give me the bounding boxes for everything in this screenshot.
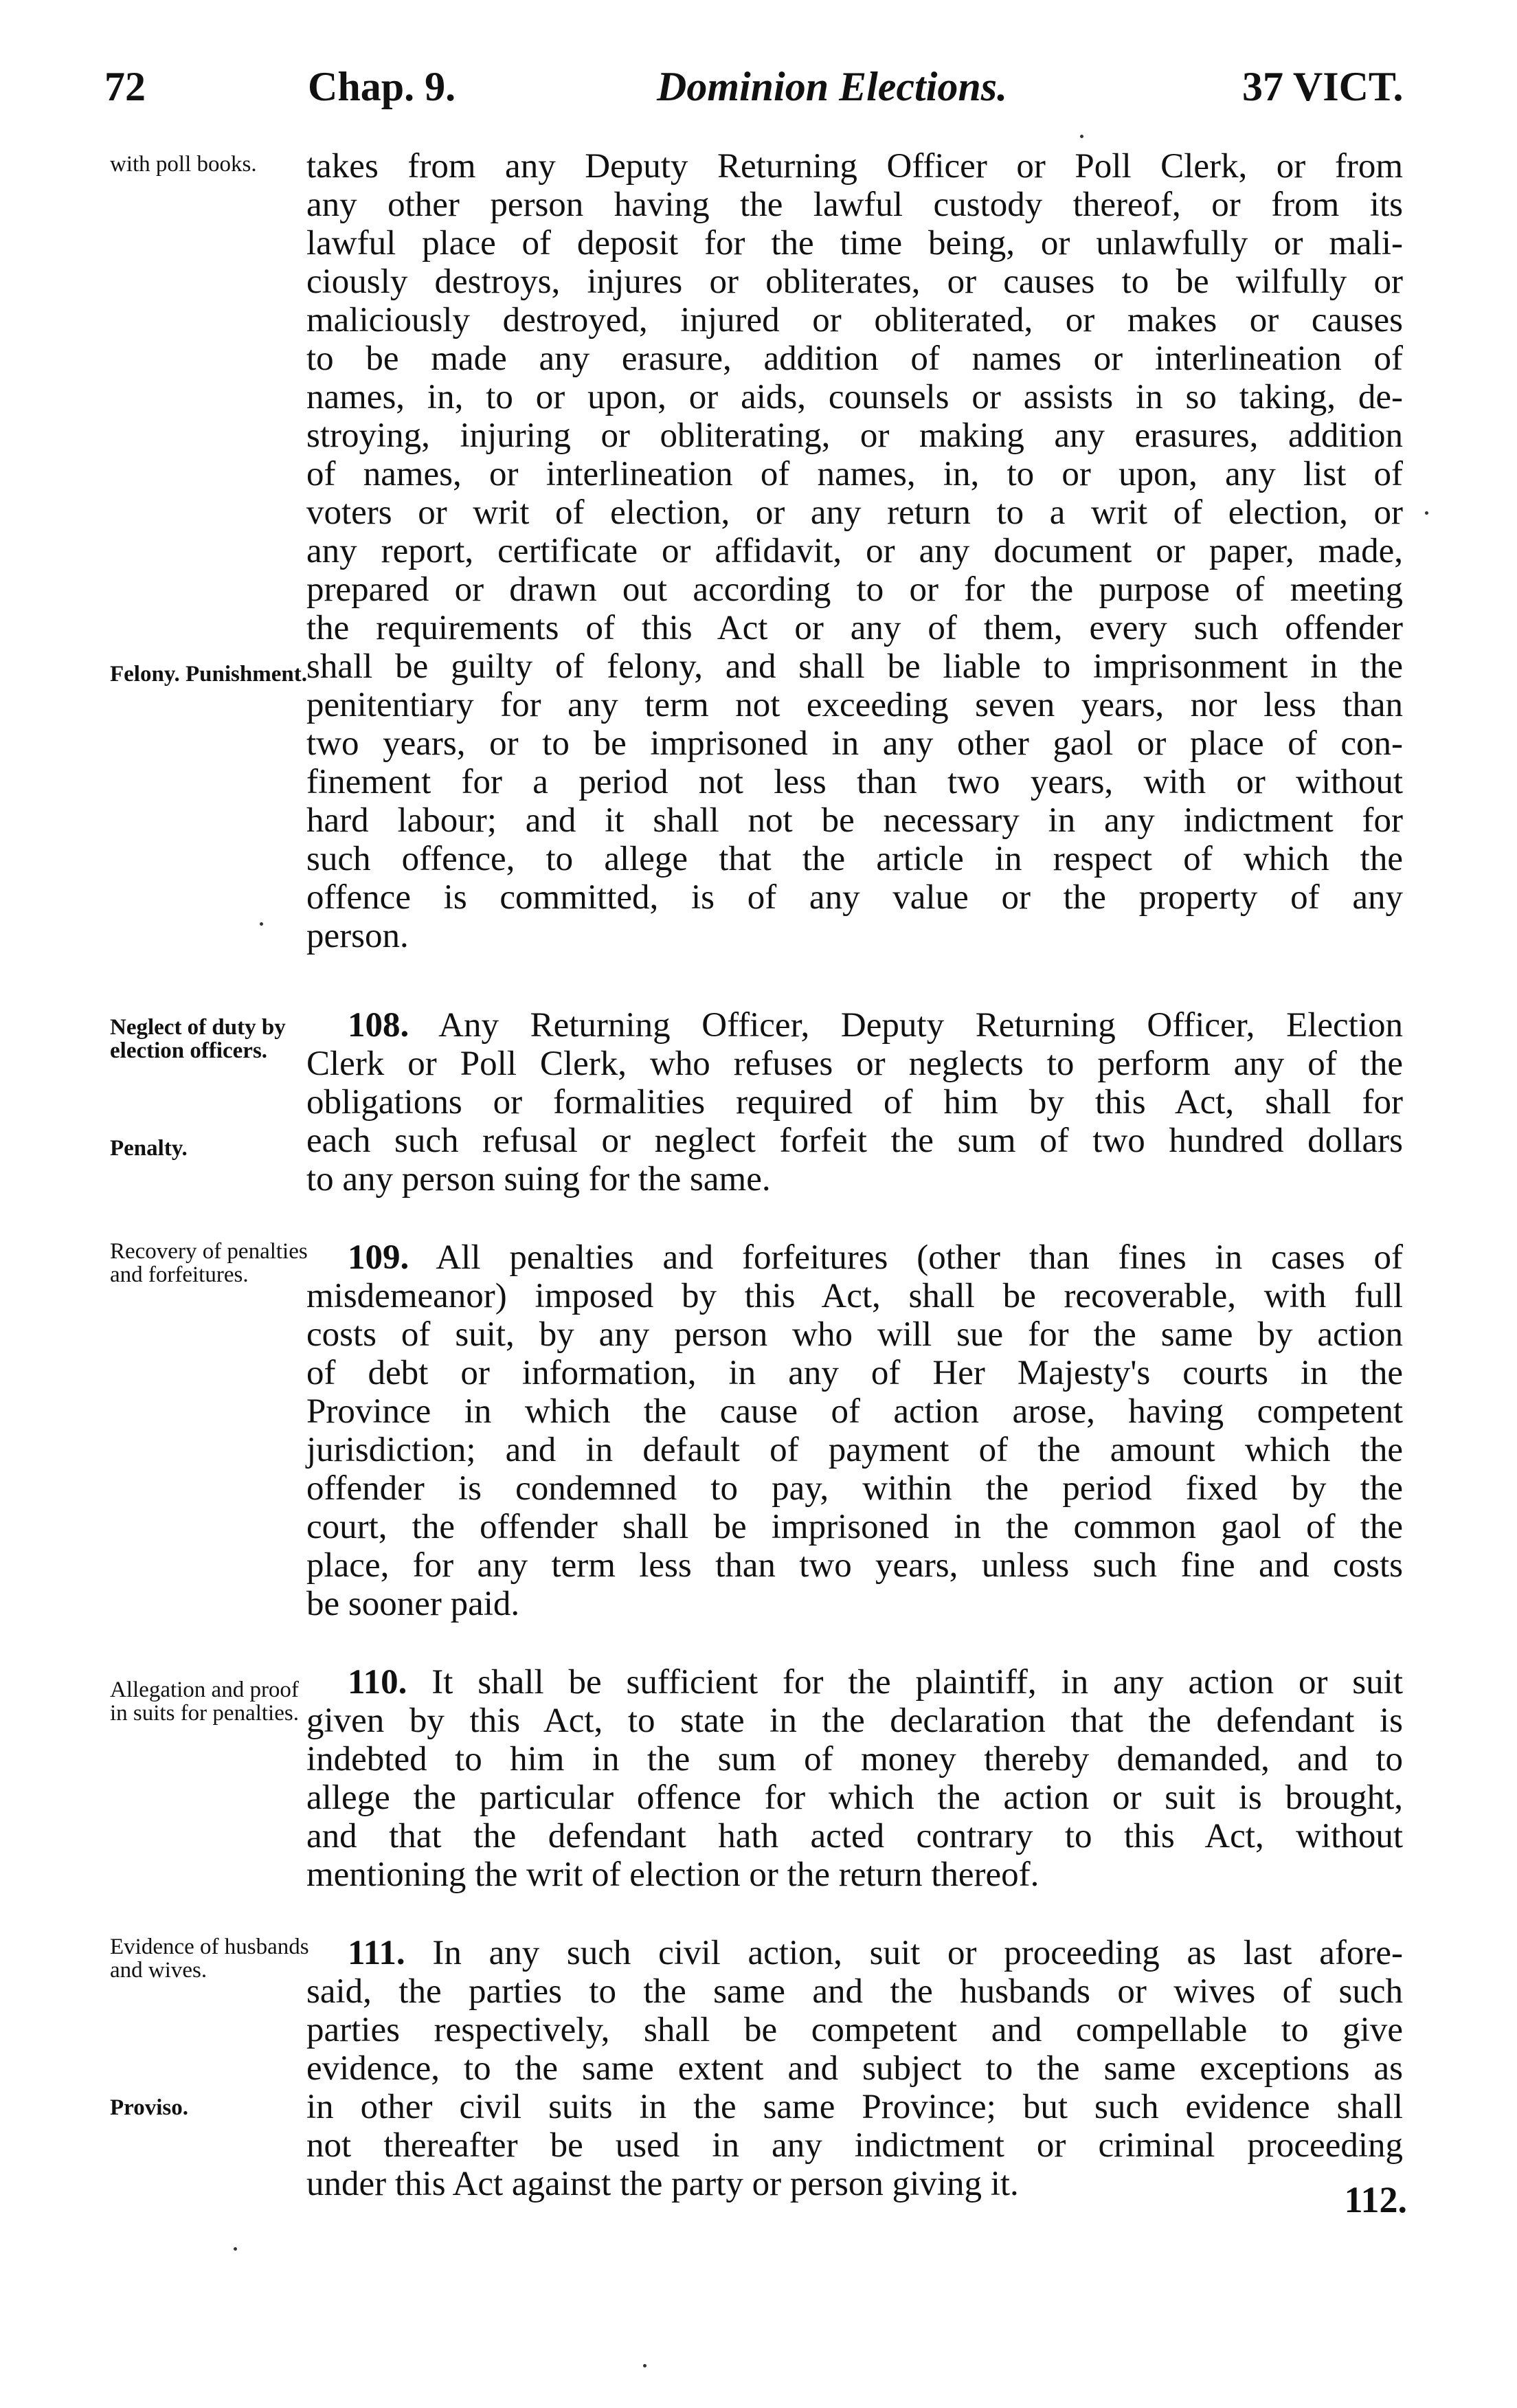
chapter-label: Chap. 9. (308, 64, 456, 109)
margin-note-allegation-and-proof: Allegation and proof in suits for penalties. (110, 1677, 299, 1726)
text-line: to be made any erasure, addition of names or interlineation of (306, 339, 1403, 378)
text-line: court, the offender shall be imprisoned in the common gaol of the (306, 1508, 1403, 1546)
text-line: not thereafter be used in any indictment or criminal proceeding (306, 2126, 1403, 2165)
text-line: shall be guilty of felony, and shall be liable to imprisonment in the (306, 647, 1403, 686)
text-line: Clerk or Poll Clerk, who refuses or neglects to perform any of the (306, 1045, 1403, 1083)
text-line: of debt or information, in any of Her Majesty's courts in the (306, 1354, 1403, 1392)
text-line: any other person having the lawful custody thereof, or from its (306, 186, 1403, 224)
text-line: any report, certificate or affidavit, or any document or paper, made, (306, 532, 1403, 570)
print-speck (643, 2364, 647, 2367)
text-line: of names, or interlineation of names, in, to or upon, any list of (306, 455, 1403, 493)
text-line: offence is committed, is of any value or the property of any (306, 878, 1403, 917)
print-speck (234, 2247, 237, 2251)
text-line: prepared or drawn out according to or for the purpose of meeting (306, 570, 1403, 609)
text-line: person. (306, 917, 409, 955)
text-line: obligations or formalities required of him by this Act, shall for (306, 1083, 1403, 1122)
section-number: 108. (348, 1006, 409, 1045)
section-number: 111. (348, 1934, 405, 1972)
print-speck (260, 922, 263, 926)
text-line: under this Act against the party or person giving it. (306, 2165, 1019, 2203)
margin-note-neglect-of-duty: Neglect of duty by election officers. (110, 1015, 286, 1063)
text-line: voters or writ of election, or any return to a writ of election, or (306, 493, 1403, 532)
section-111-first-line: 111. In any such civil action, suit or proceeding as last afore- (348, 1934, 1404, 1972)
text-line: finement for a period not less than two years, with or without (306, 763, 1403, 801)
regnal-year: 37 VICT. (1242, 64, 1404, 109)
text-line: in other civil suits in the same Province; but such evidence shall (306, 2088, 1403, 2126)
page-number: 72 (104, 64, 146, 109)
section-number: 110. (348, 1663, 407, 1702)
text-line: be sooner paid. (306, 1585, 520, 1623)
print-speck (1425, 511, 1428, 515)
text-line: such offence, to allege that the article in respect of which the (306, 840, 1403, 878)
section-108-first-line: 108. Any Returning Officer, Deputy Returning Officer, Election (348, 1006, 1403, 1045)
text-line: jurisdiction; and in default of payment of the amount which the (306, 1431, 1403, 1469)
margin-note-recovery-of-penalties: Recovery of penalties and forfeitures. (110, 1239, 308, 1287)
margin-note-felony-punishment: Felony. Punishment. (110, 662, 307, 687)
text-line: mentioning the writ of election or the return thereof. (306, 1855, 1040, 1894)
margin-note-proviso: Proviso. (110, 2095, 188, 2120)
catchword: 112. (1344, 2179, 1407, 2220)
section-110-first-line: 110. It shall be sufficient for the plaintiff, in any action or suit (348, 1663, 1403, 1702)
text-line: Province in which the cause of action arose, having competent (306, 1392, 1403, 1431)
running-header (0, 63, 1517, 111)
text-line: two years, or to be imprisoned in any other gaol or place of con- (306, 724, 1403, 763)
text-line: evidence, to the same extent and subject to the same exceptions as (306, 2049, 1403, 2088)
text-line: ciously destroys, injures or obliterates, or causes to be wilfully or (306, 263, 1403, 301)
margin-note-with-poll-books: with poll books. (110, 152, 257, 177)
text-line: the requirements of this Act or any of them, every such offender (306, 609, 1403, 647)
text-line: and that the defendant hath acted contrary to this Act, without (306, 1817, 1403, 1855)
section-109-first-line: 109. All penalties and forfeitures (other than fines in cases of (348, 1238, 1404, 1277)
text-line: names, in, to or upon, or aids, counsels or assists in so taking, de- (306, 378, 1403, 416)
print-speck (1080, 135, 1083, 138)
text-line: given by this Act, to state in the declaration that the defendant is (306, 1702, 1403, 1740)
text-line: offender is condemned to pay, within the period fixed by the (306, 1469, 1403, 1508)
text-line: lawful place of deposit for the time being, or unlawfully or mali- (306, 224, 1403, 263)
text-line: each such refusal or neglect forfeit the sum of two hundred dollars (306, 1122, 1403, 1160)
margin-note-evidence-of-husbands-wives: Evidence of husbands and wives. (110, 1935, 309, 1983)
text-line: said, the parties to the same and the husbands or wives of such (306, 1972, 1403, 2011)
text-line: to any person suing for the same. (306, 1160, 771, 1199)
text-line: takes from any Deputy Returning Officer or Poll Clerk, or from (306, 147, 1403, 186)
text-line: misdemeanor) imposed by this Act, shall be recoverable, with full (306, 1277, 1403, 1315)
text-line: stroying, injuring or obliterating, or making any erasures, addition (306, 416, 1403, 455)
text-line: indebted to him in the sum of money thereby demanded, and to (306, 1740, 1403, 1779)
margin-note-penalty: Penalty. (110, 1136, 188, 1161)
section-number: 109. (348, 1238, 409, 1277)
page-title: Dominion Elections. (657, 64, 1008, 109)
text-line: hard labour; and it shall not be necessary in any indictment for (306, 801, 1403, 840)
text-line: maliciously destroyed, injured or obliterated, or makes or causes (306, 301, 1403, 339)
text-line: place, for any term less than two years, unless such fine and costs (306, 1546, 1403, 1585)
text-line: costs of suit, by any person who will sue for the same by action (306, 1315, 1403, 1354)
text-line: penitentiary for any term not exceeding seven years, nor less than (306, 686, 1403, 724)
text-line: parties respectively, shall be competent and compellable to give (306, 2011, 1403, 2049)
text-line: allege the particular offence for which the action or suit is brought, (306, 1779, 1403, 1817)
